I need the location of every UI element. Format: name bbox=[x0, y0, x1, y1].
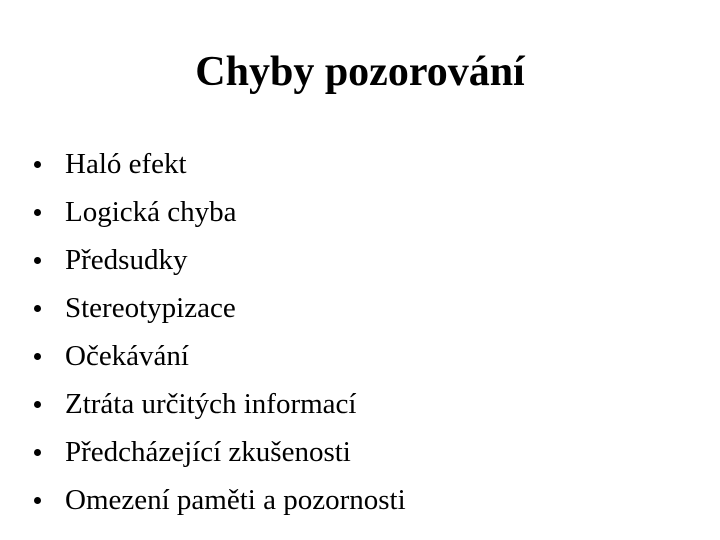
bullet-icon bbox=[34, 497, 41, 504]
bullet-icon bbox=[34, 305, 41, 312]
bullet-icon bbox=[34, 209, 41, 216]
bullet-list bbox=[34, 140, 406, 524]
list-item-text: Předcházející zkušenosti bbox=[65, 436, 351, 468]
list-item-text: Haló efekt bbox=[65, 148, 187, 180]
list-item bbox=[34, 236, 406, 284]
bullet-icon bbox=[34, 353, 41, 360]
list-item-text: Ztráta určitých informací bbox=[65, 388, 357, 420]
list-item-text: Stereotypizace bbox=[65, 292, 236, 324]
list-item bbox=[34, 428, 406, 476]
bullet-icon bbox=[34, 257, 41, 264]
list-item-text: Očekávání bbox=[65, 340, 189, 372]
list-item-text: Logická chyba bbox=[65, 196, 237, 228]
bullet-icon bbox=[34, 401, 41, 408]
list-item bbox=[34, 284, 406, 332]
list-item bbox=[34, 332, 406, 380]
bullet-icon bbox=[34, 449, 41, 456]
bullet-icon bbox=[34, 161, 41, 168]
list-item-text: Předsudky bbox=[65, 244, 188, 276]
slide-title: Chyby pozorování bbox=[195, 49, 525, 95]
list-item bbox=[34, 140, 406, 188]
list-item bbox=[34, 380, 406, 428]
list-item-text: Omezení paměti a pozornosti bbox=[65, 484, 406, 516]
list-item bbox=[34, 188, 406, 236]
list-item bbox=[34, 476, 406, 524]
